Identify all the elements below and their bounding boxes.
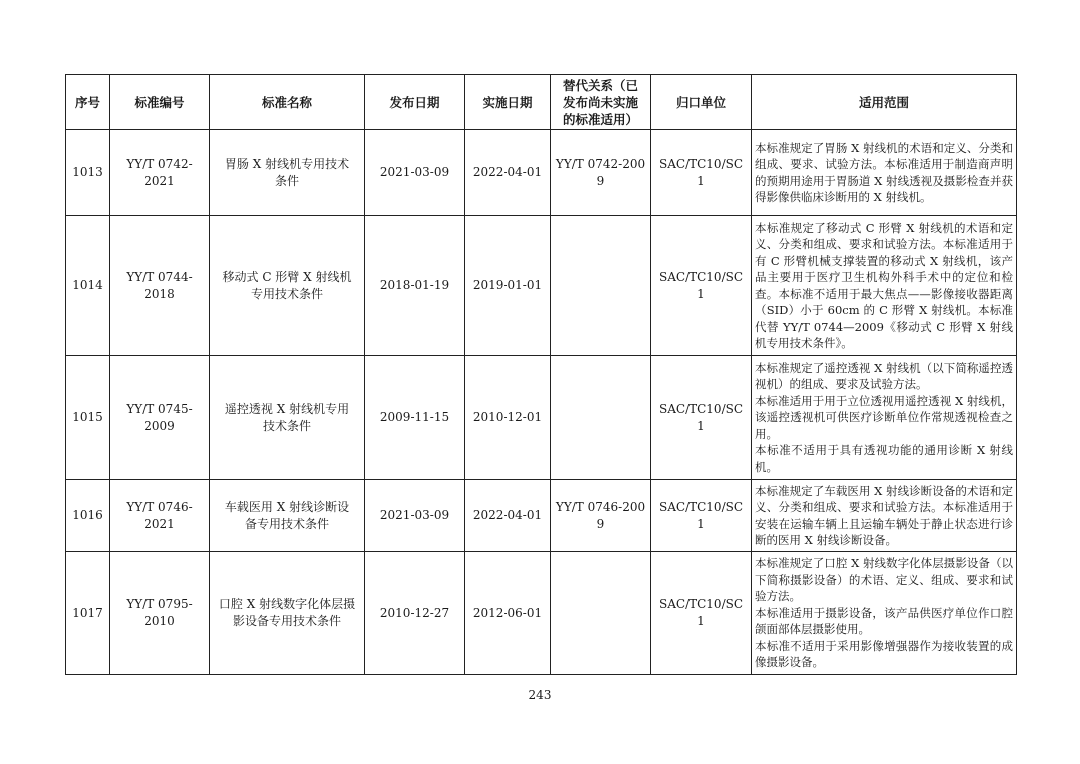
cell-no: 1016 — [66, 480, 110, 552]
cell-publish: 2021-03-09 — [365, 480, 465, 552]
cell-name: 口腔 X 射线数字化体层摄影设备专用技术条件 — [210, 552, 365, 675]
cell-no: 1014 — [66, 216, 110, 356]
header-name: 标准名称 — [210, 75, 365, 130]
cell-unit: SAC/TC10/SC1 — [651, 356, 752, 480]
cell-unit: SAC/TC10/SC1 — [651, 480, 752, 552]
cell-code: YY/T 0744-2018 — [110, 216, 210, 356]
cell-scope — [752, 480, 1017, 552]
cell-replace: YY/T 0746-2009 — [551, 480, 651, 552]
header-row — [66, 75, 1017, 130]
cell-unit: SAC/TC10/SC1 — [651, 552, 752, 675]
cell-scope — [752, 552, 1017, 675]
cell-implement: 2019-01-01 — [465, 216, 551, 356]
table-row — [66, 356, 1017, 480]
cell-name: 胃肠 X 射线机专用技术条件 — [210, 130, 365, 216]
cell-implement: 2010-12-01 — [465, 356, 551, 480]
cell-replace — [551, 552, 651, 675]
cell-implement: 2022-04-01 — [465, 480, 551, 552]
cell-implement: 2012-06-01 — [465, 552, 551, 675]
cell-publish: 2021-03-09 — [365, 130, 465, 216]
header-implement-date: 实施日期 — [465, 75, 551, 130]
header-publish-date: 发布日期 — [365, 75, 465, 130]
cell-name: 车载医用 X 射线诊断设备专用技术条件 — [210, 480, 365, 552]
cell-code: YY/T 0795-2010 — [110, 552, 210, 675]
scope-line: 本标准不适用于具有透视功能的通用诊断 X 射线机。 — [755, 443, 1013, 474]
cell-replace: YY/T 0742-2009 — [551, 130, 651, 216]
cell-no: 1013 — [66, 130, 110, 216]
cell-scope — [752, 216, 1017, 356]
table-row — [66, 216, 1017, 356]
header-replace: 替代关系（已发布尚未实施的标准适用） — [551, 75, 651, 130]
table-row — [66, 480, 1017, 552]
cell-publish: 2010-12-27 — [365, 552, 465, 675]
header-code: 标准编号 — [110, 75, 210, 130]
cell-replace — [551, 216, 651, 356]
standards-table — [65, 74, 1017, 675]
scope-line: 本标准适用于摄影设备，该产品供医疗单位作口腔颌面部体层摄影使用。 — [755, 605, 1013, 637]
cell-unit: SAC/TC10/SC1 — [651, 130, 752, 216]
cell-code: YY/T 0742-2021 — [110, 130, 210, 216]
scope-line: 本标准适用于用于立位透视用遥控透视 X 射线机，该遥控透视机可供医疗诊断单位作常规透视检查之用。 — [755, 393, 1013, 441]
cell-scope — [752, 130, 1017, 216]
scope-line: 本标准规定了遥控透视 X 射线机（以下简称遥控透视机）的组成、要求及试验方法。 — [755, 360, 1013, 392]
scope-line: 本标准规定了口腔 X 射线数字化体层摄影设备（以下简称摄影设备）的术语、定义、组成、要求和试验方法。 — [755, 556, 1013, 604]
cell-implement: 2022-04-01 — [465, 130, 551, 216]
cell-no: 1017 — [66, 552, 110, 675]
scope-line: 本标准规定了车载医用 X 射线诊断设备的术语和定义、分类和组成、要求和试验方法。本标准适用于安装在运输车辆上且运输车辆处于静止状态进行诊断的医用 X 射线诊断设备。 — [755, 483, 1013, 547]
cell-name: 遥控透视 X 射线机专用技术条件 — [210, 356, 365, 480]
cell-scope — [752, 356, 1017, 480]
cell-publish: 2018-01-19 — [365, 216, 465, 356]
scope-line: 本标准规定了移动式 C 形臂 X 射线机的术语和定义、分类和组成、要求和试验方法。本标准适用于有 C 形臂机械支撑装置的移动式 X 射线机，该产品主要用于医疗卫生机构外科手术中的定位和检查。本标准不适用于最大焦点——影像接收器距离（SID）小于 60cm 的 C 形臂 X 射线机。本标准代替 YY/T 0744—2009《移动式 C 形臂 X 射线机专用技术条件》。 — [755, 220, 1013, 350]
cell-code: YY/T 0745-2009 — [110, 356, 210, 480]
header-no: 序号 — [66, 75, 110, 130]
cell-replace — [551, 356, 651, 480]
cell-code: YY/T 0746-2021 — [110, 480, 210, 552]
cell-no: 1015 — [66, 356, 110, 480]
page-number: 243 — [528, 688, 552, 702]
scope-line: 本标准规定了胃肠 X 射线机的术语和定义、分类和组成、要求、试验方法。本标准适用于制造商声明的预期用途用于胃肠道 X 射线透视及摄影检查并获得影像供临床诊断用的 X 射线机。 — [755, 140, 1013, 204]
cell-name: 移动式 C 形臂 X 射线机专用技术条件 — [210, 216, 365, 356]
table-row — [66, 130, 1017, 216]
header-scope: 适用范围 — [752, 75, 1017, 130]
cell-unit: SAC/TC10/SC1 — [651, 216, 752, 356]
table-row — [66, 552, 1017, 675]
scope-line: 本标准不适用于采用影像增强器作为接收装置的成像摄影设备。 — [755, 638, 1013, 670]
header-unit: 归口单位 — [651, 75, 752, 130]
cell-publish: 2009-11-15 — [365, 356, 465, 480]
